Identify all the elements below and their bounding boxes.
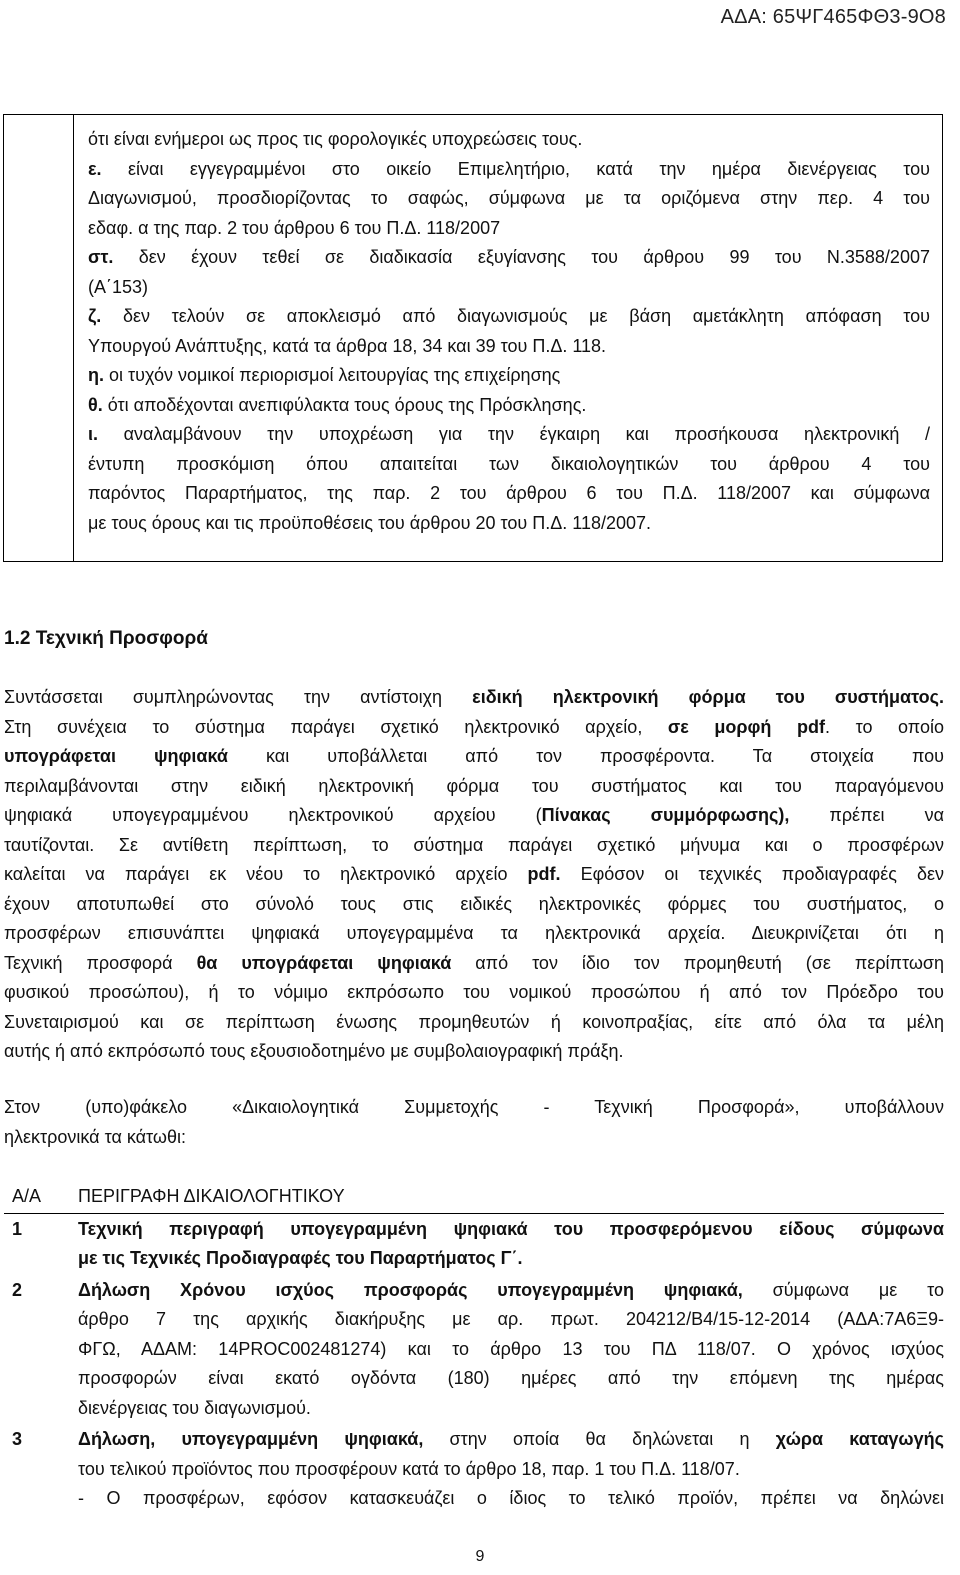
item-i-line2: έντυπη προσκόμιση όπου απαιτείται των δικαιολογητικών του άρθρου 4 του [88,453,930,474]
item-th-line [88,391,930,421]
documents-table [4,1181,944,1515]
item-text: οι τυχόν νομικοί περιορισμοί λειτουργίας της επιχείρησης [109,365,561,385]
text: Εφόσον οι τεχνικές προδιαγραφές δεν [560,864,944,884]
desc-line [78,1425,944,1455]
item-st-line2: (Α΄153) [88,276,149,297]
item-label: στ. [88,247,114,267]
desc-line: προσφορών είναι εκατό ογδόντα (180) ημέρες από την επόμενη της ημέρας [78,1368,944,1388]
bold-text: σε μορφή pdf [667,716,825,737]
row-description [70,1275,944,1425]
item-text: δεν τελούν σε αποκλεισμό από διαγωνισμούς με βάση αμετάκλητη απόφαση του [122,306,930,326]
desc-line: διενέργειας του διαγωνισμού. [78,1397,311,1418]
desc-line [78,1276,944,1306]
item-text: δεν έχουν τεθεί σε διαδικασία εξυγίανσης του άρθρου 99 του Ν.3588/2007 [138,247,930,267]
col-number-header: Α/Α [4,1181,70,1213]
text: και υποβάλλεται από τον προσφέροντα. Τα στοιχεία που [228,746,944,766]
item-e-line3: εδαφ. α της παρ. 2 του άρθρου 6 του Π.Δ. 118/2007 [88,217,501,238]
para-line: Συνεταιρισμού και σε περίπτωση ένωσης προμηθευτών ή κοινοπραξίας, είτε από όλα τα μέλη [4,1011,944,1032]
item-st-line1 [88,243,930,273]
bold-text: pdf. [527,864,561,884]
desc-line [78,1244,944,1274]
desc-line: - Ο προσφέρων, εφόσον κατασκευάζει ο ίδιος το τελικό προϊόν, πρέπει να δηλώνει [78,1488,944,1508]
box-divider [73,115,74,561]
row-number: 3 [12,1429,23,1449]
row-number: 1 [12,1218,23,1239]
desc-line: ΦΓΩ, ΑΔΑΜ: 14PROC002481274) και το άρθρο 13 του ΠΔ 118/07. Ο χρόνος ισχύος [78,1338,944,1359]
bold-text: χώρα καταγωγής [775,1429,944,1449]
item-e-line1 [88,155,930,185]
text: Τεχνική προσφορά [4,952,197,973]
desc-line [78,1215,944,1245]
row-number: 2 [12,1279,23,1300]
text: από τον ίδιο τον προμηθευτή (σε περίπτωση [451,952,945,973]
para-line: ταυτίζονται. Σε αντίθετη περίπτωση, το σύστημα παράγει σχετικό μήνυμα και ο προσφέρων [4,834,944,855]
para-line: αυτής ή από εκπρόσωπό τους εξουσιοδοτημένο με συμβολαιογραφική πράξη. [4,1041,624,1061]
box-content [88,125,930,538]
table-header-row [4,1181,944,1213]
bold-text: Πίνακας συμμόρφωσης), [541,805,790,825]
table-row [4,1424,944,1515]
item-i-line4: με τους όρους και τις προϋποθέσεις του άρθρου 20 του Π.Δ. 118/2007. [88,512,652,533]
page-number: 9 [475,1548,485,1565]
table-row [4,1275,944,1425]
text: στην οποία θα δηλώνεται η [423,1429,776,1449]
col-description-header: ΠΕΡΙΓΡΑΦΗ ΔΙΚΑΙΟΛΟΓΗΤΙΚΟΥ [70,1181,944,1213]
bold-text: θα υπογράφεται ψηφιακά [196,952,452,973]
para-line: ηλεκτρονικά τα κάτωθι: [4,1126,186,1147]
table-row [4,1213,944,1275]
technical-offer-paragraph [4,683,944,1067]
item-label: η. [88,365,104,385]
para-line: προσφέρων επισυνάπτει ψηφιακά υπογεγραμμένα τα ηλεκτρονικά αρχεία. Διευκρινίζεται ότι η [4,923,944,943]
para-line [4,683,944,713]
text: ψηφιακά υπογεγραμμένου ηλεκτρονικού αρχείου ( [4,805,542,825]
item-i-line1 [88,420,930,450]
item-text: ότι αποδέχονται ανεπιφύλακτα τους όρους της Πρόσκλησης. [107,394,587,415]
item-h-line [88,361,930,391]
item-i-line3: παρόντος Παραρτήματος, της παρ. 2 του άρθρου 6 του Π.Δ. 118/2007 και σύμφωνα [88,483,930,503]
box-line: ότι είναι ενήμεροι ως προς τις φορολογικές υποχρεώσεις τους. [88,129,583,149]
item-text: είναι εγγεγραμμένοι στο οικείο Επιμελητήριο, κατά την ημέρα διενέργειας του [128,158,930,179]
bold-text: υπογράφεται ψηφιακά [4,746,228,766]
row-description [70,1213,944,1275]
bold-text: με τις Τεχνικές Προδιαγραφές του Παραρτήματος Γ΄. [78,1248,523,1268]
item-label: ε. [88,158,102,179]
desc-line: του τελικού προϊόντος που προσφέρουν κατά το άρθρο 18, παρ. 1 του Π.Δ. 118/07. [78,1458,740,1479]
para-line: Στον (υπο)φάκελο «Δικαιολογητικά Συμμετοχής - Τεχνική Προσφορά», υποβάλλουν [4,1097,944,1117]
para-line: φυσικού προσώπου), ή το νόμιμο εκπρόσωπο του νομικού προσώπου ή από τον Πρόεδρο του [4,982,944,1002]
item-e-line2: Διαγωνισμού, προσδιορίζοντας το σαφώς, σύμφωνα με τα οριζόμενα στην περ. 4 του [88,188,930,208]
bold-text: Δήλωση, υπογεγραμμένη ψηφιακά, [78,1429,424,1449]
bold-text: ειδική ηλεκτρονική φόρμα του συστήματος. [472,687,944,707]
para-line [4,860,944,890]
ada-code: ΑΔΑ: 65ΨΓ465ΦΘ3-9Ο8 [720,6,946,28]
item-label: ι. [88,424,99,444]
text: πρέπει να [789,805,944,825]
item-text: αναλαμβάνουν την υποχρέωση για την έγκαιρη και προσήκουσα ηλεκτρονική / [123,424,930,444]
item-label: ζ. [88,306,102,326]
para-line [4,742,944,772]
para-line: έχουν αποτυπωθεί στο σύνολό τους στις ειδικές ηλεκτρονικές φόρμες του συστήματος, ο [4,893,944,914]
row-description [70,1424,944,1515]
para-line [4,713,944,743]
item-z-line1 [88,302,930,332]
section-heading: 1.2 Τεχνική Προσφορά [4,628,208,649]
eligibility-box [3,114,943,562]
subfolder-paragraph [4,1093,944,1152]
text: Στη συνέχεια το σύστημα παράγει σχετικό ηλεκτρονικό αρχείο, [4,716,668,737]
item-label: θ. [88,394,103,415]
text: καλείται να παράγει εκ νέου το ηλεκτρονικό αρχείο [4,864,528,884]
text: . το οποίο [824,716,944,737]
para-line [4,801,944,831]
text: Συντάσσεται συμπληρώνοντας την αντίστοιχη [4,687,473,707]
para-line: περιλαμβάνονται στην ειδική ηλεκτρονική φόρμα του συστήματος και του παραγόμενου [4,775,944,796]
item-z-line2: Υπουργού Ανάπτυξης, κατά τα άρθρα 18, 34 και 39 του Π.Δ. 118. [88,335,607,356]
bold-text: Δήλωση Χρόνου ισχύος προσφοράς υπογεγραμμένη ψηφιακά, [78,1279,743,1300]
desc-line: άρθρο 7 της αρχικής διακήρυξης με αρ. πρωτ. 204212/Β4/15-12-2014 (ΑΔΑ:7Α6Ξ9- [78,1309,944,1329]
para-line [4,949,944,979]
bold-text: Τεχνική περιγραφή υπογεγραμμένη ψηφιακά του προσφερόμενου είδους σύμφωνα [78,1218,944,1239]
text: σύμφωνα με το [742,1279,944,1300]
